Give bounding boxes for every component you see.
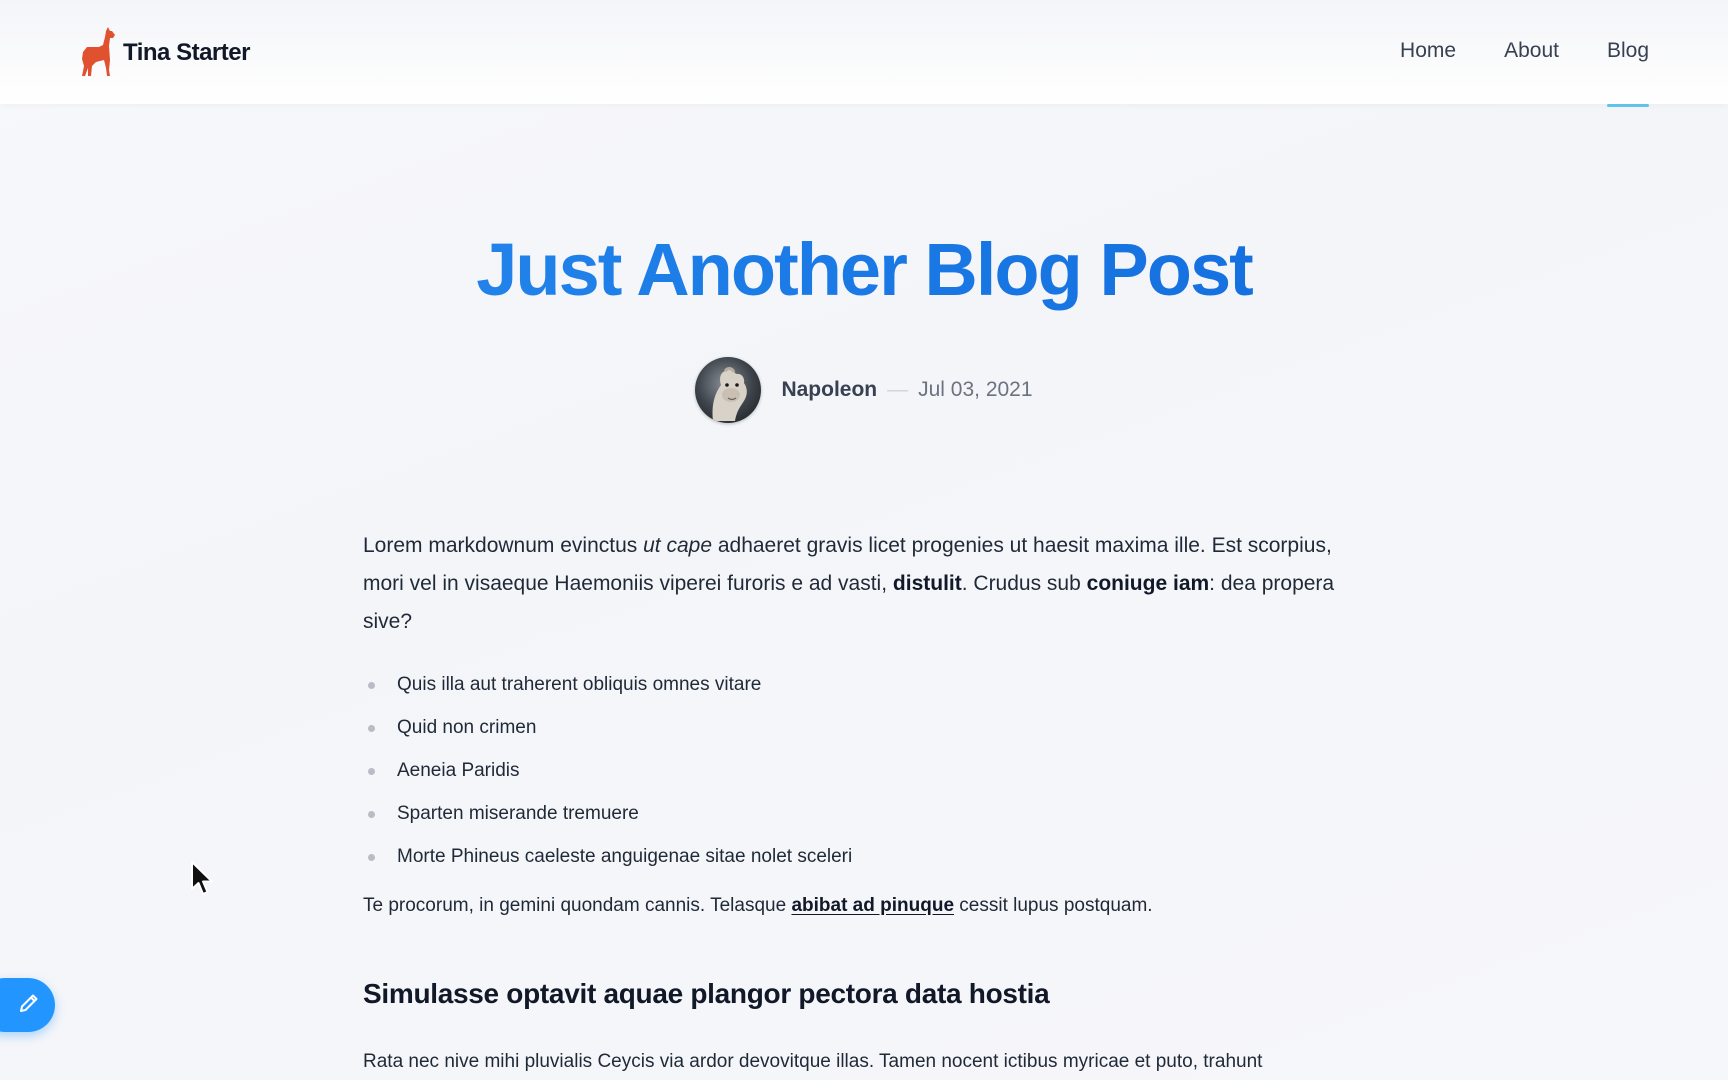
brand-name: Tina Starter [123, 39, 250, 66]
meta-separator: — [887, 378, 909, 401]
edit-button[interactable] [0, 978, 55, 1032]
intro-emphasis: ut cape [643, 534, 712, 557]
second-paragraph [363, 890, 1363, 922]
intro-text-3: . Crudus sub [961, 572, 1087, 595]
section-heading: Simulasse optavit aquae plangor pectora data hostia [363, 978, 1050, 1009]
para2-text-2: cessit lupus postquam. [954, 895, 1153, 916]
main-nav [1400, 0, 1649, 107]
intro-text-1: Lorem markdownum evinctus [363, 534, 644, 557]
list-item: Sparten miserande tremuere [363, 792, 1363, 835]
brand-link[interactable] [79, 26, 250, 78]
post-title: Just Another Blog Post [0, 225, 1728, 315]
author-avatar [695, 357, 761, 423]
author-name: Napoleon [781, 378, 878, 401]
list-item: Aeneia Paridis [363, 749, 1363, 792]
third-paragraph: Rata nec nive mihi pluvialis Ceycis via ardor devovitque illas. Tamen nocent ictibus myricae et puto, trahunt [363, 1051, 1263, 1072]
post-date: Jul 03, 2021 [918, 378, 1033, 401]
bullet-list [363, 663, 1363, 878]
post-body [363, 527, 1363, 1078]
mouse-pointer-icon [190, 860, 216, 898]
pencil-icon [17, 991, 41, 1020]
nav-about[interactable]: About [1504, 39, 1559, 62]
post-meta [0, 357, 1728, 423]
list-item: Quis illa aut traherent obliquis omnes vitare [363, 663, 1363, 706]
list-item: Morte Phineus caeleste anguigenae sitae nolet sceleri [363, 835, 1363, 878]
intro-strong-1: distulit [892, 572, 962, 595]
nav-home[interactable]: Home [1400, 39, 1457, 62]
nav-blog[interactable]: Blog [1607, 0, 1649, 107]
para2-text-1: Te procorum, in gemini quondam cannis. Telasque [363, 895, 792, 916]
list-item: Quid non crimen [363, 706, 1363, 749]
inline-link[interactable]: abibat ad pinuque [791, 895, 955, 916]
intro-text-2: adhaeret gravis licet progenies ut haesit maxima ille. Est scorpius, mori vel in visaeque Haemoniis viperei furoris e ad vasti, [363, 534, 1332, 595]
site-header [0, 0, 1728, 104]
intro-text-4: : dea propera sive? [363, 572, 1335, 633]
intro-paragraph [363, 527, 1363, 641]
intro-strong-2: coniuge iam [1086, 572, 1210, 595]
llama-logo-icon [79, 26, 119, 78]
